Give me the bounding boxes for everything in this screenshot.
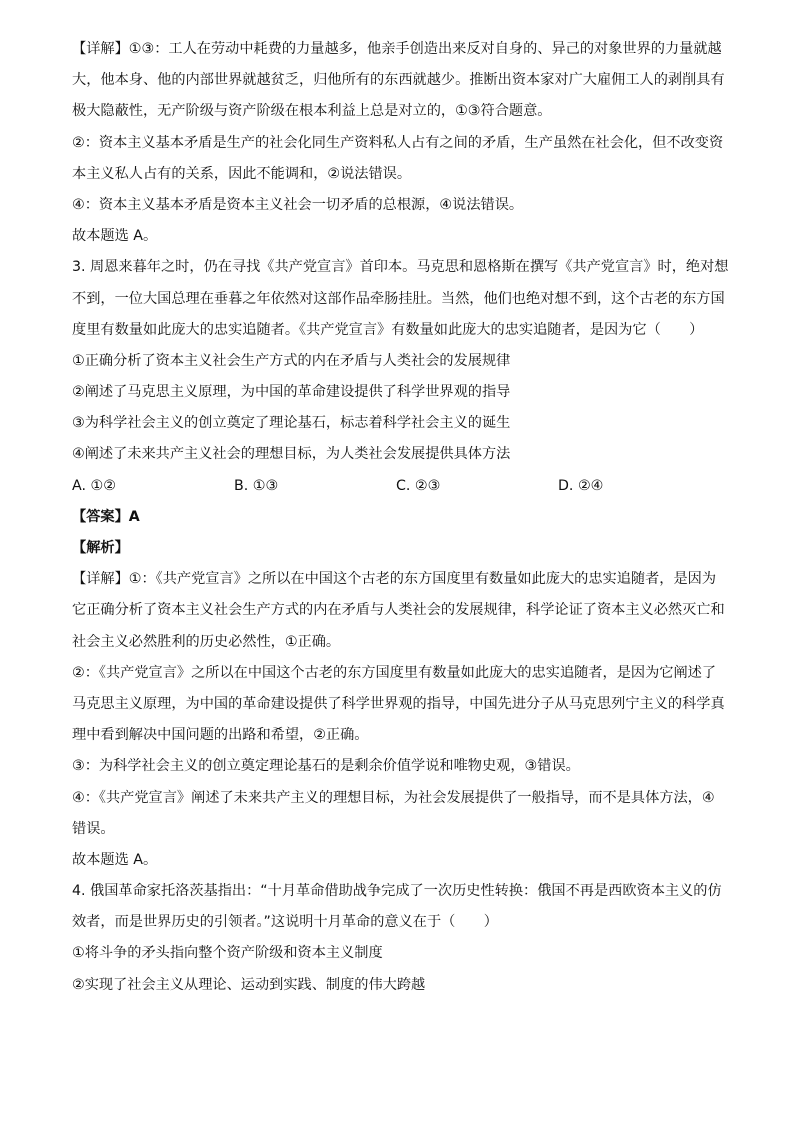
option-b: B. ①③: [234, 477, 279, 494]
text-line: 本主义私人占有的关系，因此不能调和，②说法错误。: [72, 165, 412, 182]
option-c: C. ②③: [396, 477, 441, 494]
analysis-line: 错误。: [72, 820, 115, 837]
analysis-line: ④：《共产党宣言》阐述了未来共产主义的理想目标，为社会发展提供了一般指导，而不是具体方法，④: [72, 789, 715, 806]
analysis-line: 社会主义必然胜利的历史必然性，①正确。: [72, 633, 341, 650]
option-d: D. ②④: [558, 477, 604, 494]
question-3-item: ①正确分析了资本主义社会生产方式的内在矛盾与人类社会的发展规律: [72, 352, 511, 369]
document-content: [72, 34, 732, 1001]
text-line: ②：资本主义基本矛盾是生产的社会化同生产资料私人占有之间的矛盾，生产虽然在社会化，但不改变资: [72, 134, 724, 151]
analysis-line: ②：《共产党宣言》之所以在中国这个古老的东方国度里有数量如此庞大的忠实追随者，是因为它阐述了: [72, 664, 717, 681]
text-line: 大，他本身、他的内部世界就越贫乏，归他所有的东西就越少。推断出资本家对广大雇佣工人的剥削具有: [72, 72, 725, 89]
option-a: A. ①②: [72, 477, 116, 494]
analysis-line: 它正确分析了资本主义社会生产方式的内在矛盾与人类社会的发展规律，科学论证了资本主义必然灭亡和: [72, 602, 725, 619]
question-3-stem: 不到，一位大国总理在垂暮之年依然对这部作品牵肠挂肚。当然，他们也绝对想不到，这个古老的东方国: [72, 290, 725, 307]
analysis-line: 理中看到解决中国问题的出路和希望，②正确。: [72, 727, 369, 744]
question-3-stem: 度里有数量如此庞大的忠实追随者。《共产党宣言》有数量如此庞大的忠实追随者，是因为它（ ）: [72, 321, 704, 338]
analysis-title: 【解析】: [72, 540, 129, 556]
text-line: 极大隐蔽性，无产阶级与资产阶级在根本利益上总是对立的，①③符合题意。: [72, 103, 552, 120]
question-4-stem: 效者，而是世界历史的引领者。”这说明十月革命的意义在于（ ）: [72, 914, 498, 931]
question-3-item: ③为科学社会主义的创立奠定了理论基石，标志着科学社会主义的诞生: [72, 415, 511, 432]
question-4-item: ①将斗争的矛头指向整个资产阶级和资本主义制度: [72, 945, 383, 962]
text-line: 【详解】①③：工人在劳动中耗费的力量越多，他亲手创造出来反对自身的、异己的对象世界的力量就越: [72, 41, 722, 57]
question-4-stem: 4. 俄国革命家托洛茨基指出：“十月革命借助战争完成了一次历史性转换：俄国不再是西欧资本主义的仿: [72, 883, 722, 900]
text-line: 故本题选 A。: [72, 228, 158, 245]
analysis-line: 【详解】①：《共产党宣言》之所以在中国这个古老的东方国度里有数量如此庞大的忠实追随者，是因为: [72, 571, 717, 588]
text-line: ④：资本主义基本矛盾是资本主义社会一切矛盾的总根源，④说法错误。: [72, 196, 524, 213]
question-3-options: [72, 471, 732, 502]
question-3-stem: 3. 周恩来暮年之时，仍在寻找《共产党宣言》首印本。马克思和恩格斯在撰写《共产党宣言》时，绝对想: [72, 259, 729, 276]
question-3-item: ②阐述了马克思主义原理，为中国的革命建设提供了科学世界观的指导: [72, 384, 511, 401]
analysis-line: 故本题选 A。: [72, 851, 158, 868]
analysis-line: 马克思主义原理，为中国的革命建设提供了科学世界观的指导，中国先进分子从马克思列宁主义的科学真: [72, 695, 725, 712]
analysis-line: ③：为科学社会主义的创立奠定理论基石的是剩余价值学说和唯物史观，③错误。: [72, 758, 580, 775]
question-3-item: ④阐述了未来共产主义社会的理想目标，为人类社会发展提供具体方法: [72, 446, 511, 463]
question-4-item: ②实现了社会主义从理论、运动到实践、制度的伟大跨越: [72, 976, 426, 993]
answer-label: 【答案】A: [72, 508, 140, 525]
